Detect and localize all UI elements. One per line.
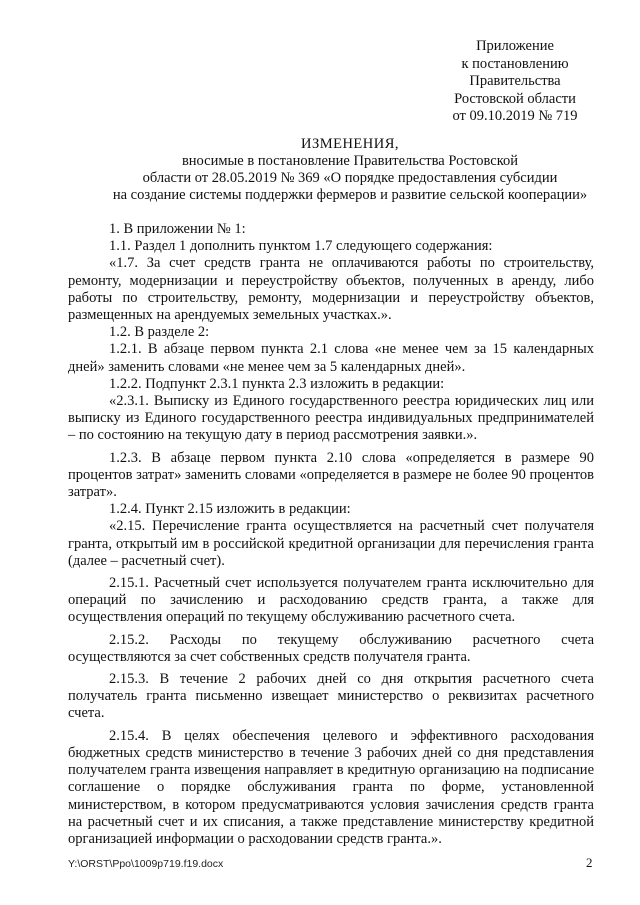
heading-title: ИЗМЕНЕНИЯ, (300, 136, 400, 152)
footer-file-path: Y:\ORST\Ppo\1009p719.f19.docx (68, 858, 224, 870)
heading-line: на создание системы поддержки фермеров и развитие сельской кооперации» (112, 187, 588, 203)
appendix-line: от 09.10.2019 № 719 (452, 108, 578, 124)
paragraph: «2.3.1. Выписку из Единого государственного реестра юридических лиц или выписку из Единого государственного реестра индивидуальных предпринимателей – по состоянию на текущую дату в период рассмотрения заявки.». (68, 393, 594, 444)
paragraph: «1.7. За счет средств гранта не оплачиваются работы по строительству, ремонту, модернизации и переустройству объектов, полученных в аренду, либо работы по строительству, ремонту, модернизации и переустройству объектов, размещенных на арендуемых земельных участках.». (68, 255, 594, 324)
paragraph: 1.2.1. В абзаце первом пункта 2.1 слова «не менее чем за 15 календарных дней» заменить словами «не менее чем за 5 календарных дней». (68, 341, 594, 375)
appendix-block (410, 38, 620, 126)
appendix-line: Ростовской области (454, 90, 576, 107)
paragraph: 1. В приложении № 1: (109, 221, 246, 237)
page-number: 2 (586, 855, 593, 870)
paragraph: 1.2.3. В абзаце первом пункта 2.10 слова «определяется в размере 90 процентов затрат» заменить словами «определяется в размере не более 90 процентов затрат». (68, 449, 594, 501)
heading-line: вносимые в постановление Правительства Ростовской (181, 153, 519, 169)
heading-line: области от 28.05.2019 № 369 «О порядке предоставления субсидии (142, 170, 558, 186)
paragraph: 2.15.1. Расчетный счет используется получателем гранта исключительно для операций по зачислению и расходованию средств гранта, а также для осуществления операций по текущему обслуживанию расчетного счета. (68, 575, 594, 626)
paragraph: 1.2. В разделе 2: (109, 324, 210, 341)
appendix-line: Приложение (476, 38, 554, 54)
document-body (68, 221, 594, 848)
paragraph: 1.1. Раздел 1 дополнить пунктом 1.7 следующего содержания: (109, 238, 493, 255)
document-heading (60, 136, 640, 204)
paragraph: 2.15.3. В течение 2 рабочих дней со дня открытия расчетного счета получатель гранта письменно извещает министерство о реквизитах расчетного счета. (68, 671, 594, 722)
appendix-line: Правительства (469, 73, 561, 89)
paragraph: 2.15.2. Расходы по текущему обслуживанию расчетного счета осуществляются за счет собственных средств получателя гранта. (68, 631, 594, 665)
paragraph: 1.2.2. Подпункт 2.3.1 пункта 2.3 изложить в редакции: (109, 375, 445, 392)
paragraph: 2.15.4. В целях обеспечения целевого и эффективного расходования бюджетных средств министерство в течение 3 рабочих дней со дня представления получателем гранта извещения направляет в кредитную организацию на подписание соглашение о порядке обслуживания гранта по форме, установленной министерством, в котором предусматриваются условия зачисления средств гранта на расчетный счет и их списания, а также представление министерству кредитной организацией информации о расходовании средств гранта.». (68, 727, 594, 847)
paragraph: 1.2.4. Пункт 2.15 изложить в редакции: (109, 501, 351, 518)
paragraph: «2.15. Перечисление гранта осуществляется на расчетный счет получателя гранта, открытый им в российской кредитной организации для перечисления гранта (далее – расчетный счет). (68, 518, 594, 569)
appendix-line: к постановлению (461, 55, 569, 72)
